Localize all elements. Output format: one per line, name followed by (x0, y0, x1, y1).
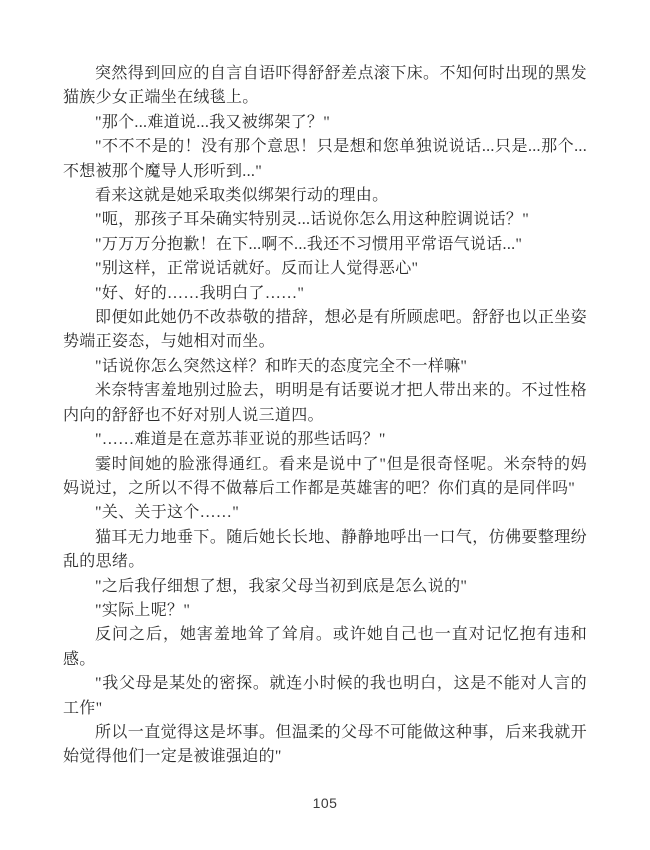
paragraph: "好、好的……我明白了……" (95, 284, 305, 302)
paragraph: 反问之后，她害羞地耸了耸肩。或许她自己也一直对记忆抱有违和感。 (63, 626, 587, 668)
page-number: 105 (312, 795, 338, 811)
paragraph: "我父母是某处的密探。就连小时候的我也明白，这是不能对人言的工作" (63, 675, 587, 717)
paragraph: "之后我仔细想了想，我家父母当初到底是怎么说的" (95, 577, 468, 595)
page-text (63, 62, 587, 770)
paragraph: "不不不是的！没有那个意思！只是想和您单独说说话...只是...那个...不想被那个魔导人形听到..." (63, 138, 587, 180)
paragraph: "……难道是在意苏菲亚说的那些话吗？" (95, 431, 386, 449)
paragraph: "别这样，正常说话就好。反而让人觉得恶心" (95, 260, 419, 278)
paragraph: "万万万分抱歉！在下...啊不...我还不习惯用平常语气说话..." (95, 235, 523, 253)
paragraph: "关、关于这个……" (95, 504, 240, 522)
paragraph: "呃，那孩子耳朵确实特别灵...话说你怎么用这种腔调说话？" (95, 211, 530, 229)
paragraph: "实际上呢？" (95, 601, 191, 619)
paragraph: "那个...难道说...我又被绑架了？" (95, 113, 331, 131)
paragraph: 即便如此她仍不改恭敬的措辞，想必是有所顾虑吧。舒舒也以正坐姿势端正姿态，与她相对而坐。 (63, 309, 587, 351)
paragraph: 看来这就是她采取类似绑架行动的理由。 (95, 187, 389, 205)
paragraph: 米奈特害羞地别过脸去，明明是有话要说才把人带出来的。不过性格内向的舒舒也不好对别人说三道四。 (63, 382, 587, 424)
paragraph: 霎时间她的脸涨得通红。看来是说中了"但是很奇怪呢。米奈特的妈妈说过，之所以不得不做幕后工作都是英雄害的吧？你们真的是同伴吗" (63, 455, 587, 497)
paragraph: 所以一直觉得这是坏事。但温柔的父母不可能做这种事，后来我就开始觉得他们一定是被谁强迫的" (63, 723, 587, 766)
paragraph: 猫耳无力地垂下。随后她长长地、静静地呼出一口气，仿佛要整理纷乱的思绪。 (63, 528, 587, 571)
paragraph: "话说你怎么突然这样？和昨天的态度完全不一样嘛" (95, 357, 468, 375)
paragraph: 突然得到回应的自言自语吓得舒舒差点滚下床。不知何时出现的黑发猫族少女正端坐在绒毯上。 (63, 65, 587, 107)
